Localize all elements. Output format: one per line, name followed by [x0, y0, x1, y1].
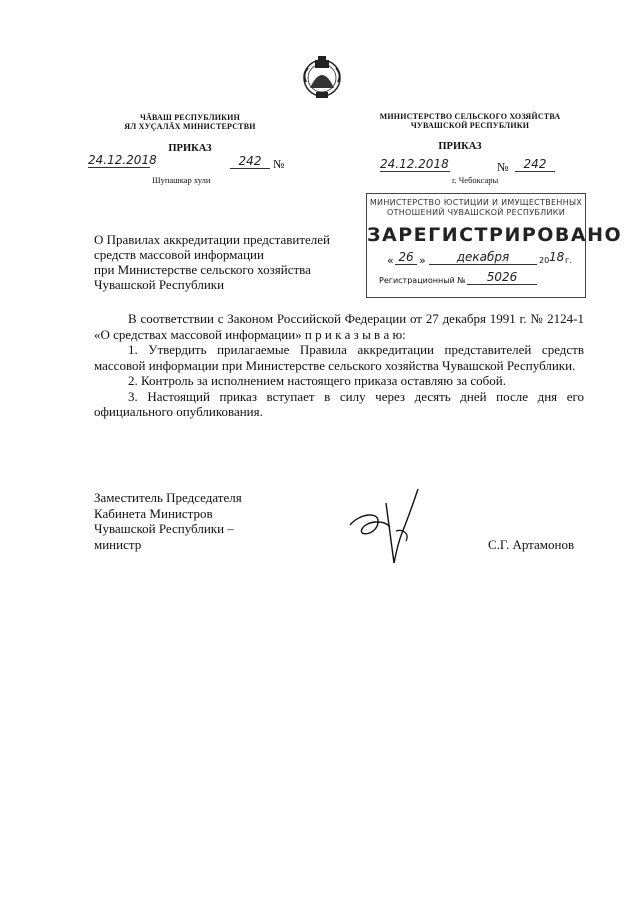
- right-order-date: 24.12.2018: [380, 157, 449, 171]
- right-order-number-sign: №: [497, 160, 509, 174]
- left-order-title: ПРИКАЗ: [168, 143, 212, 154]
- title-line4: Чувашской Республики: [94, 277, 225, 292]
- right-header: [360, 112, 580, 130]
- left-order-place: Шупашкар хули: [152, 175, 211, 185]
- left-order-number: 242: [230, 154, 270, 169]
- signatory-position: [94, 490, 314, 552]
- right-header-line2: ЧУВАШСКОЙ РЕСПУБЛИКИ: [410, 121, 530, 130]
- signatory-line3: Чувашской Республики –: [94, 521, 234, 536]
- signatory-name: С.Г. Артамонов: [488, 537, 575, 552]
- left-order-number-sign: №: [273, 157, 285, 171]
- title-line2: средств массовой информации: [94, 247, 264, 262]
- signatory-line1: Заместитель Председателя: [94, 490, 242, 505]
- title-line1: О Правилах аккредитации представителей: [94, 232, 331, 247]
- right-order-number: 242: [515, 157, 555, 172]
- left-header-line1: ЧĂВАШ РЕСПУБЛИКИН: [139, 113, 241, 122]
- right-header-line1: МИНИСТЕРСТВО СЕЛЬСКОГО ХОЗЯЙСТВА: [379, 112, 561, 121]
- signatory-line2: Кабинета Министров: [94, 505, 213, 521]
- handwritten-signature: [340, 483, 430, 573]
- body-paragraph-1: В соответствии с Законом Российской Федерации от 27 декабря 1991 г. № 2124-1 «О средствах массовой информации» п р и к а з ы в а ю:: [94, 311, 584, 342]
- stamp-reg-number: 5026: [467, 270, 537, 285]
- signature-icon: [340, 483, 430, 573]
- right-order-place: г. Чебоксары: [452, 175, 499, 185]
- body-paragraph-3: 2. Контроль за исполнением настоящего приказа оставляю за собой.: [128, 373, 506, 388]
- signatory-line4: министр: [94, 536, 142, 552]
- stamp-registered: ЗАРЕГИСТРИРОВАНО: [367, 224, 623, 246]
- stamp-org-line1: МИНИСТЕРСТВО ЮСТИЦИИ И ИМУЩЕСТВЕННЫХ: [369, 198, 583, 207]
- right-order-title: ПРИКАЗ: [438, 141, 482, 152]
- stamp-day: 26: [395, 250, 417, 265]
- body-paragraph-2: 1. Утвердить прилагаемые Правила аккредитации представителей средств массовой информации при Министерстве сельского хозяйства Чувашской Республики.: [94, 342, 584, 373]
- left-header: [100, 113, 280, 131]
- emblem-icon: [298, 52, 346, 102]
- chuvash-emblem: [298, 52, 346, 102]
- document-body: [94, 311, 584, 420]
- stamp-year-prefix: 20: [539, 256, 550, 265]
- body-paragraph-4: 3. Настоящий приказ вступает в силу через десять дней после дня его официального опубликования.: [94, 388, 584, 419]
- stamp-reg-label: Регистрационный №: [379, 276, 466, 285]
- stamp-year: 18: [549, 250, 565, 264]
- stamp-org-line2: ОТНОШЕНИЙ ЧУВАШСКОЙ РЕСПУБЛИКИ: [386, 208, 566, 217]
- title-line3: при Министерстве сельского хозяйства: [94, 262, 311, 277]
- left-order-date: 24.12.2018: [88, 153, 157, 167]
- document-title: [94, 232, 374, 292]
- registration-stamp: МИНИСТЕРСТВО ЮСТИЦИИ И ИМУЩЕСТВЕННЫХ ОТНОШЕНИЙ ЧУВАШСКОЙ РЕСПУБЛИКИ ЗАРЕГИСТРИРОВАНО « 26 » декабря 20 18 г. Регистрационный № 5026: [366, 193, 586, 298]
- left-header-line2: ЯЛ ХУÇАЛĂХ МИНИСТЕРСТВИ: [124, 122, 256, 131]
- stamp-year-suffix: г.: [565, 256, 572, 265]
- stamp-month: декабря: [429, 250, 537, 265]
